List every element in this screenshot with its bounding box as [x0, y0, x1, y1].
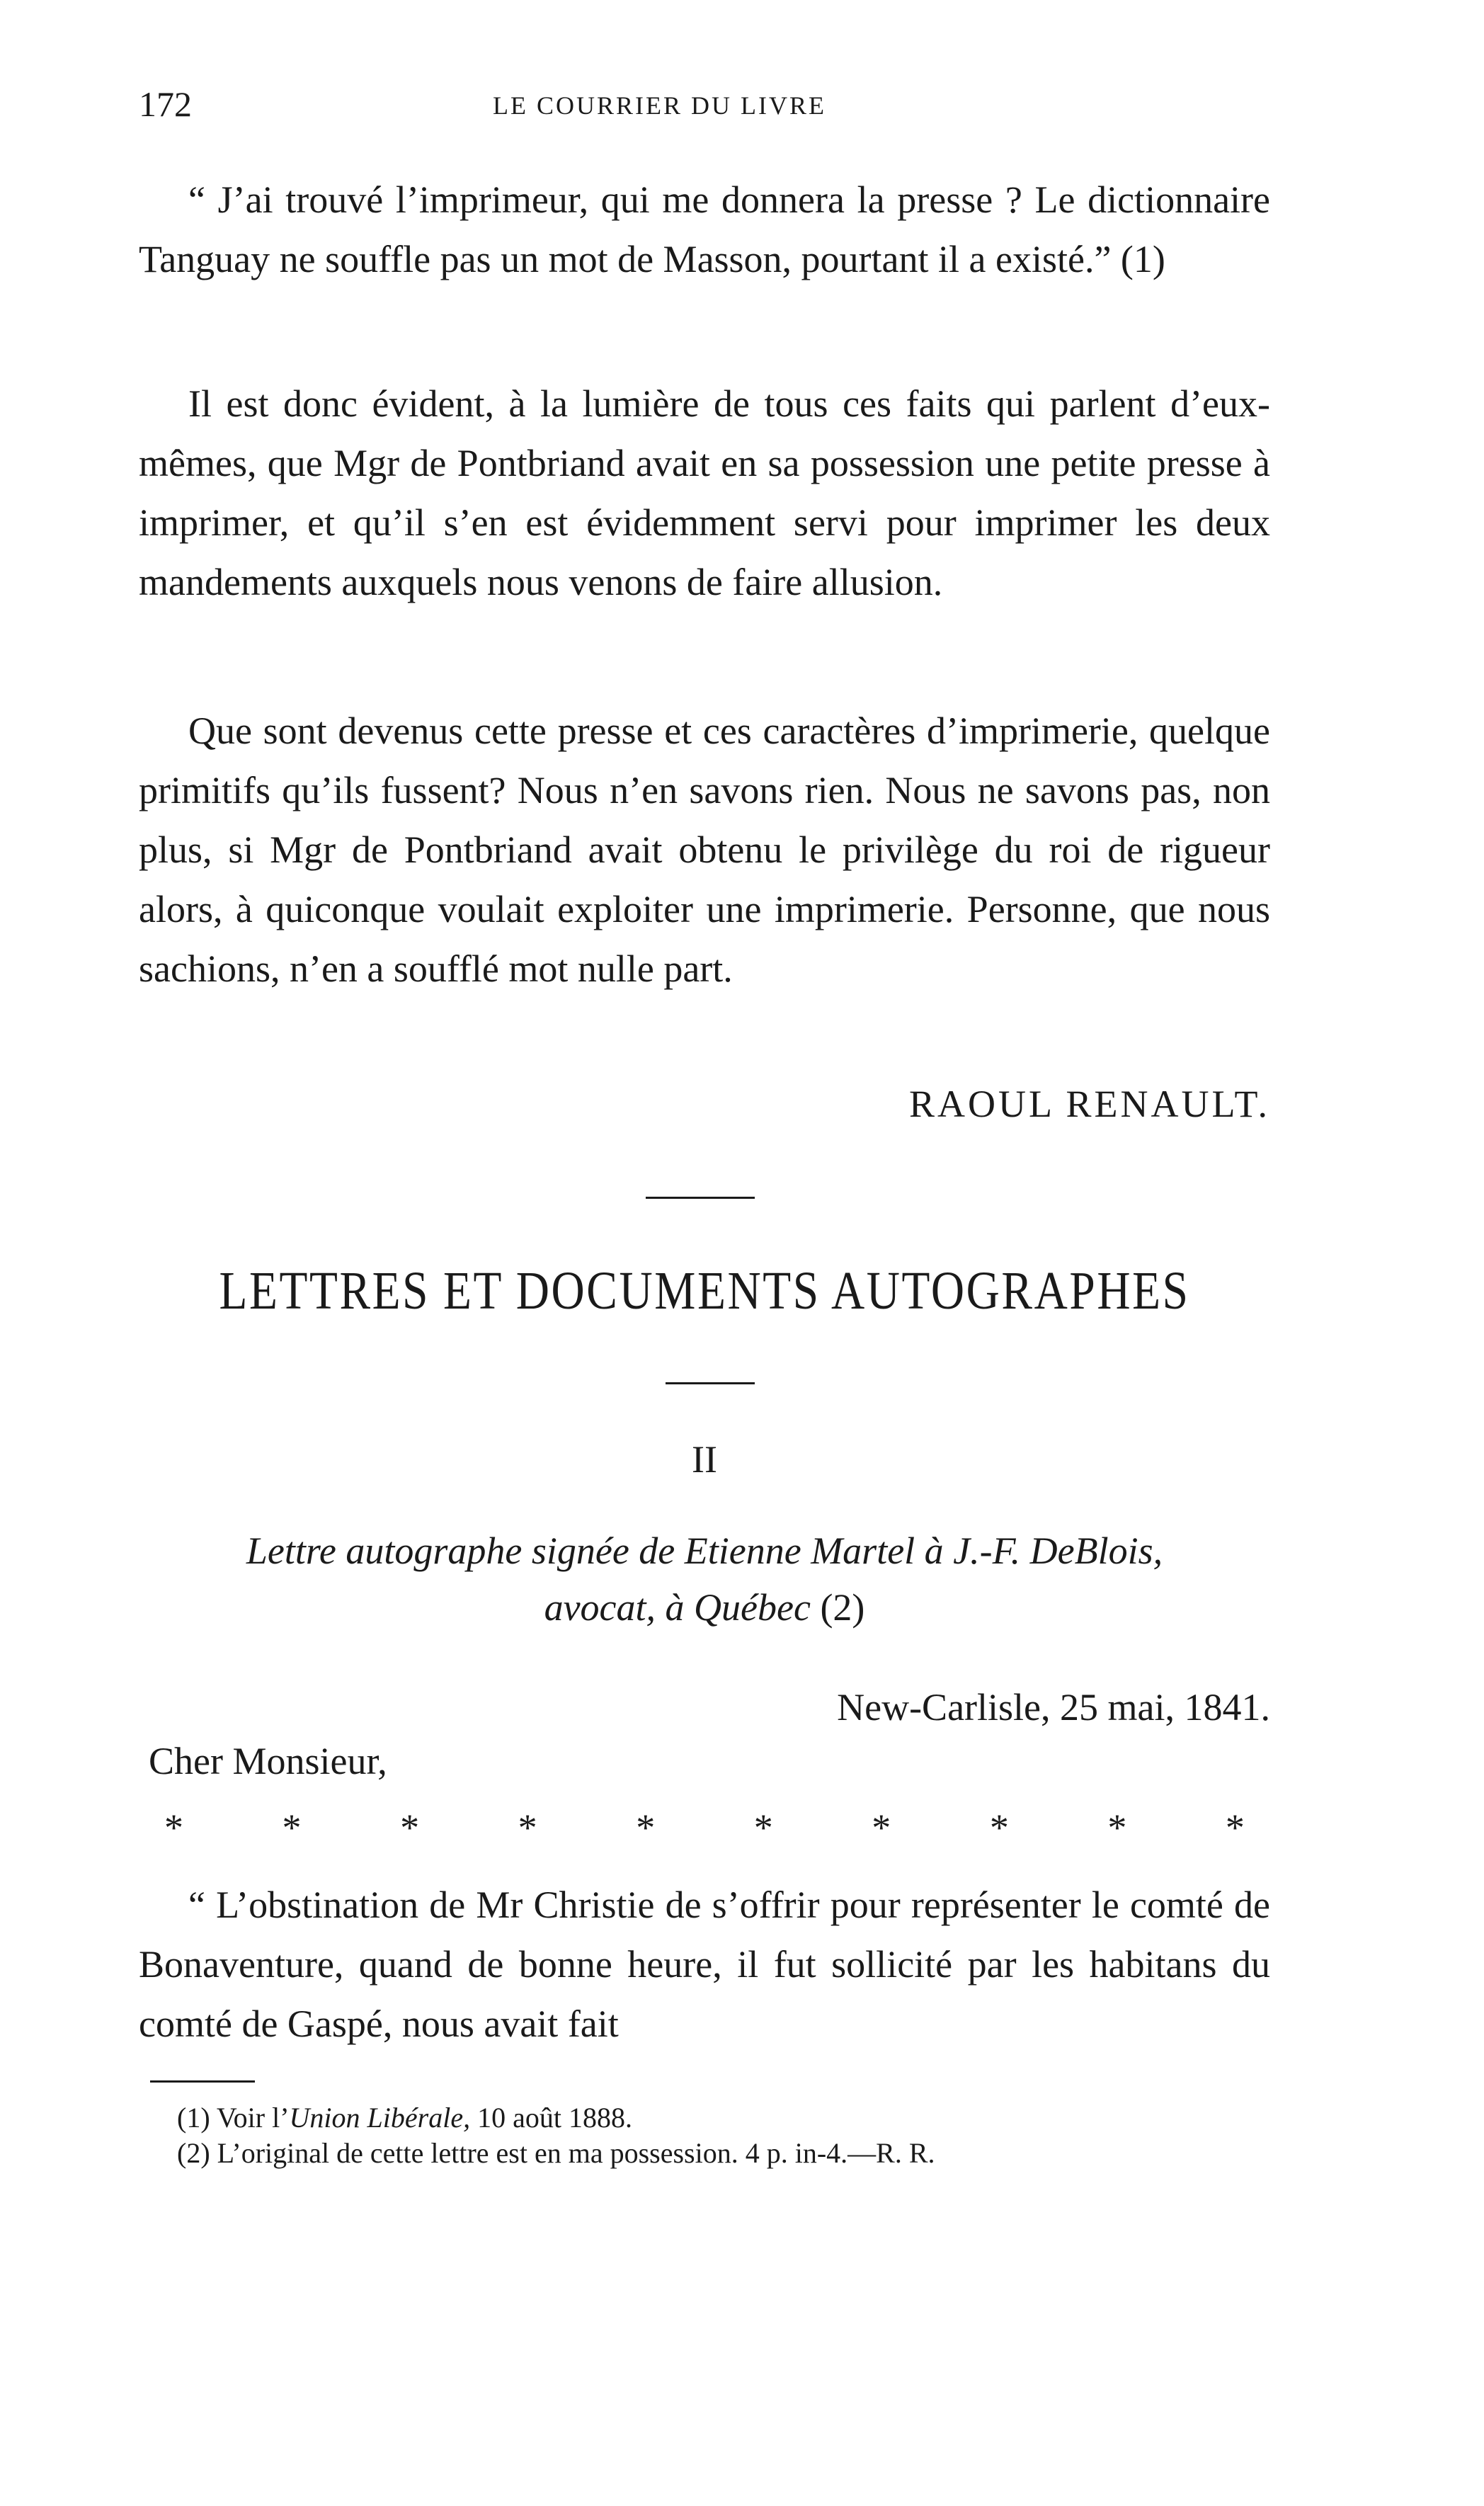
section-rule-top: [646, 1197, 755, 1199]
footnote-date: 10 août 1888.: [477, 2102, 632, 2134]
section-number: II: [692, 1438, 717, 1481]
running-head: LE COURRIER DU LIVRE: [493, 91, 826, 120]
paragraph-evidence: [139, 374, 1270, 612]
asterisk: *: [164, 1806, 183, 1849]
paragraph-text: “ J’ai trouvé l’imprimeur, qui me donnera la presse ? Le dictionnaire Tanguay ne souffle pas un mot de Masson, pourtant il a existé.” (1): [139, 178, 1270, 280]
paragraph-question: [139, 701, 1270, 998]
asterisk: *: [1107, 1806, 1127, 1849]
footnote-mark: (2): [177, 2137, 210, 2169]
letter-greeting: Cher Monsieur,: [149, 1740, 387, 1782]
asterisk: *: [518, 1806, 537, 1849]
footnote-text: L’original de cette lettre est en ma possession. 4 p. in-4.—R. R.: [217, 2137, 935, 2169]
asterisk-separator: [139, 1806, 1270, 1850]
asterisk: *: [1225, 1806, 1245, 1849]
footnote-1: [177, 2100, 1282, 2136]
letter-place-date: New-Carlisle, 25 mai, 1841.: [837, 1686, 1270, 1728]
section-title: LETTRES ET DOCUMENTS AUTOGRAPHES: [219, 1261, 1190, 1321]
paragraph-text: “ L’obstination de Mr Christie de s’offrir pour représenter le comté de Bonaventure, quand de bonne heure, il fut sollicité par les habitans du comté de Gaspé, nous avait fait: [139, 1884, 1270, 2045]
caption-line-2-text: avocat, à Québec: [544, 1586, 811, 1629]
letter-body: [139, 1875, 1270, 2054]
author-signature: RAOUL RENAULT.: [909, 1083, 1270, 1125]
footnote-journal-title: Union Libérale,: [289, 2102, 471, 2134]
caption-line-2: [139, 1579, 1270, 1636]
asterisk: *: [753, 1806, 773, 1849]
page-header: [139, 84, 1272, 133]
paragraph-text: Que sont devenus cette presse et ces caractères d’imprimerie, quelque primitifs qu’ils fussent? Nous n’en savons rien. Nous ne savons pas, non plus, si Mgr de Pontbriand avait obtenu le privilège du roi de rigueur alors, à quiconque voulait exploiter une imprimerie. Personne, que nous sachions, n’en a soufflé mot nulle part.: [139, 710, 1270, 990]
section-rule-bottom: [666, 1382, 755, 1384]
footnote-mark: (1): [177, 2102, 210, 2134]
footnote-2: [177, 2136, 1282, 2171]
asterisk: *: [282, 1806, 302, 1849]
paragraph-text: Il est donc évident, à la lumière de tous ces faits qui parlent d’eux-mêmes, que Mgr de Pontbriand avait en sa possession une petite presse à imprimer, et qu’il s’en est évidemment servi pour imprimer les deux mandements auxquels nous venons de faire allusion.: [139, 382, 1270, 603]
asterisk: *: [400, 1806, 420, 1849]
footnote-text: Voir l’: [216, 2102, 290, 2134]
letter-caption: [139, 1522, 1270, 1636]
footnote-rule: [150, 2080, 255, 2083]
paragraph-quote: [139, 170, 1270, 289]
caption-line-1: Lettre autographe signée de Etienne Martel à J.-F. DeBlois,: [246, 1530, 1163, 1572]
footnotes: [177, 2100, 1282, 2171]
asterisk: *: [636, 1806, 656, 1849]
asterisk: *: [872, 1806, 891, 1849]
asterisk: *: [989, 1806, 1009, 1849]
caption-footnote-ref: (2): [820, 1586, 865, 1629]
page-number: 172: [139, 84, 192, 124]
